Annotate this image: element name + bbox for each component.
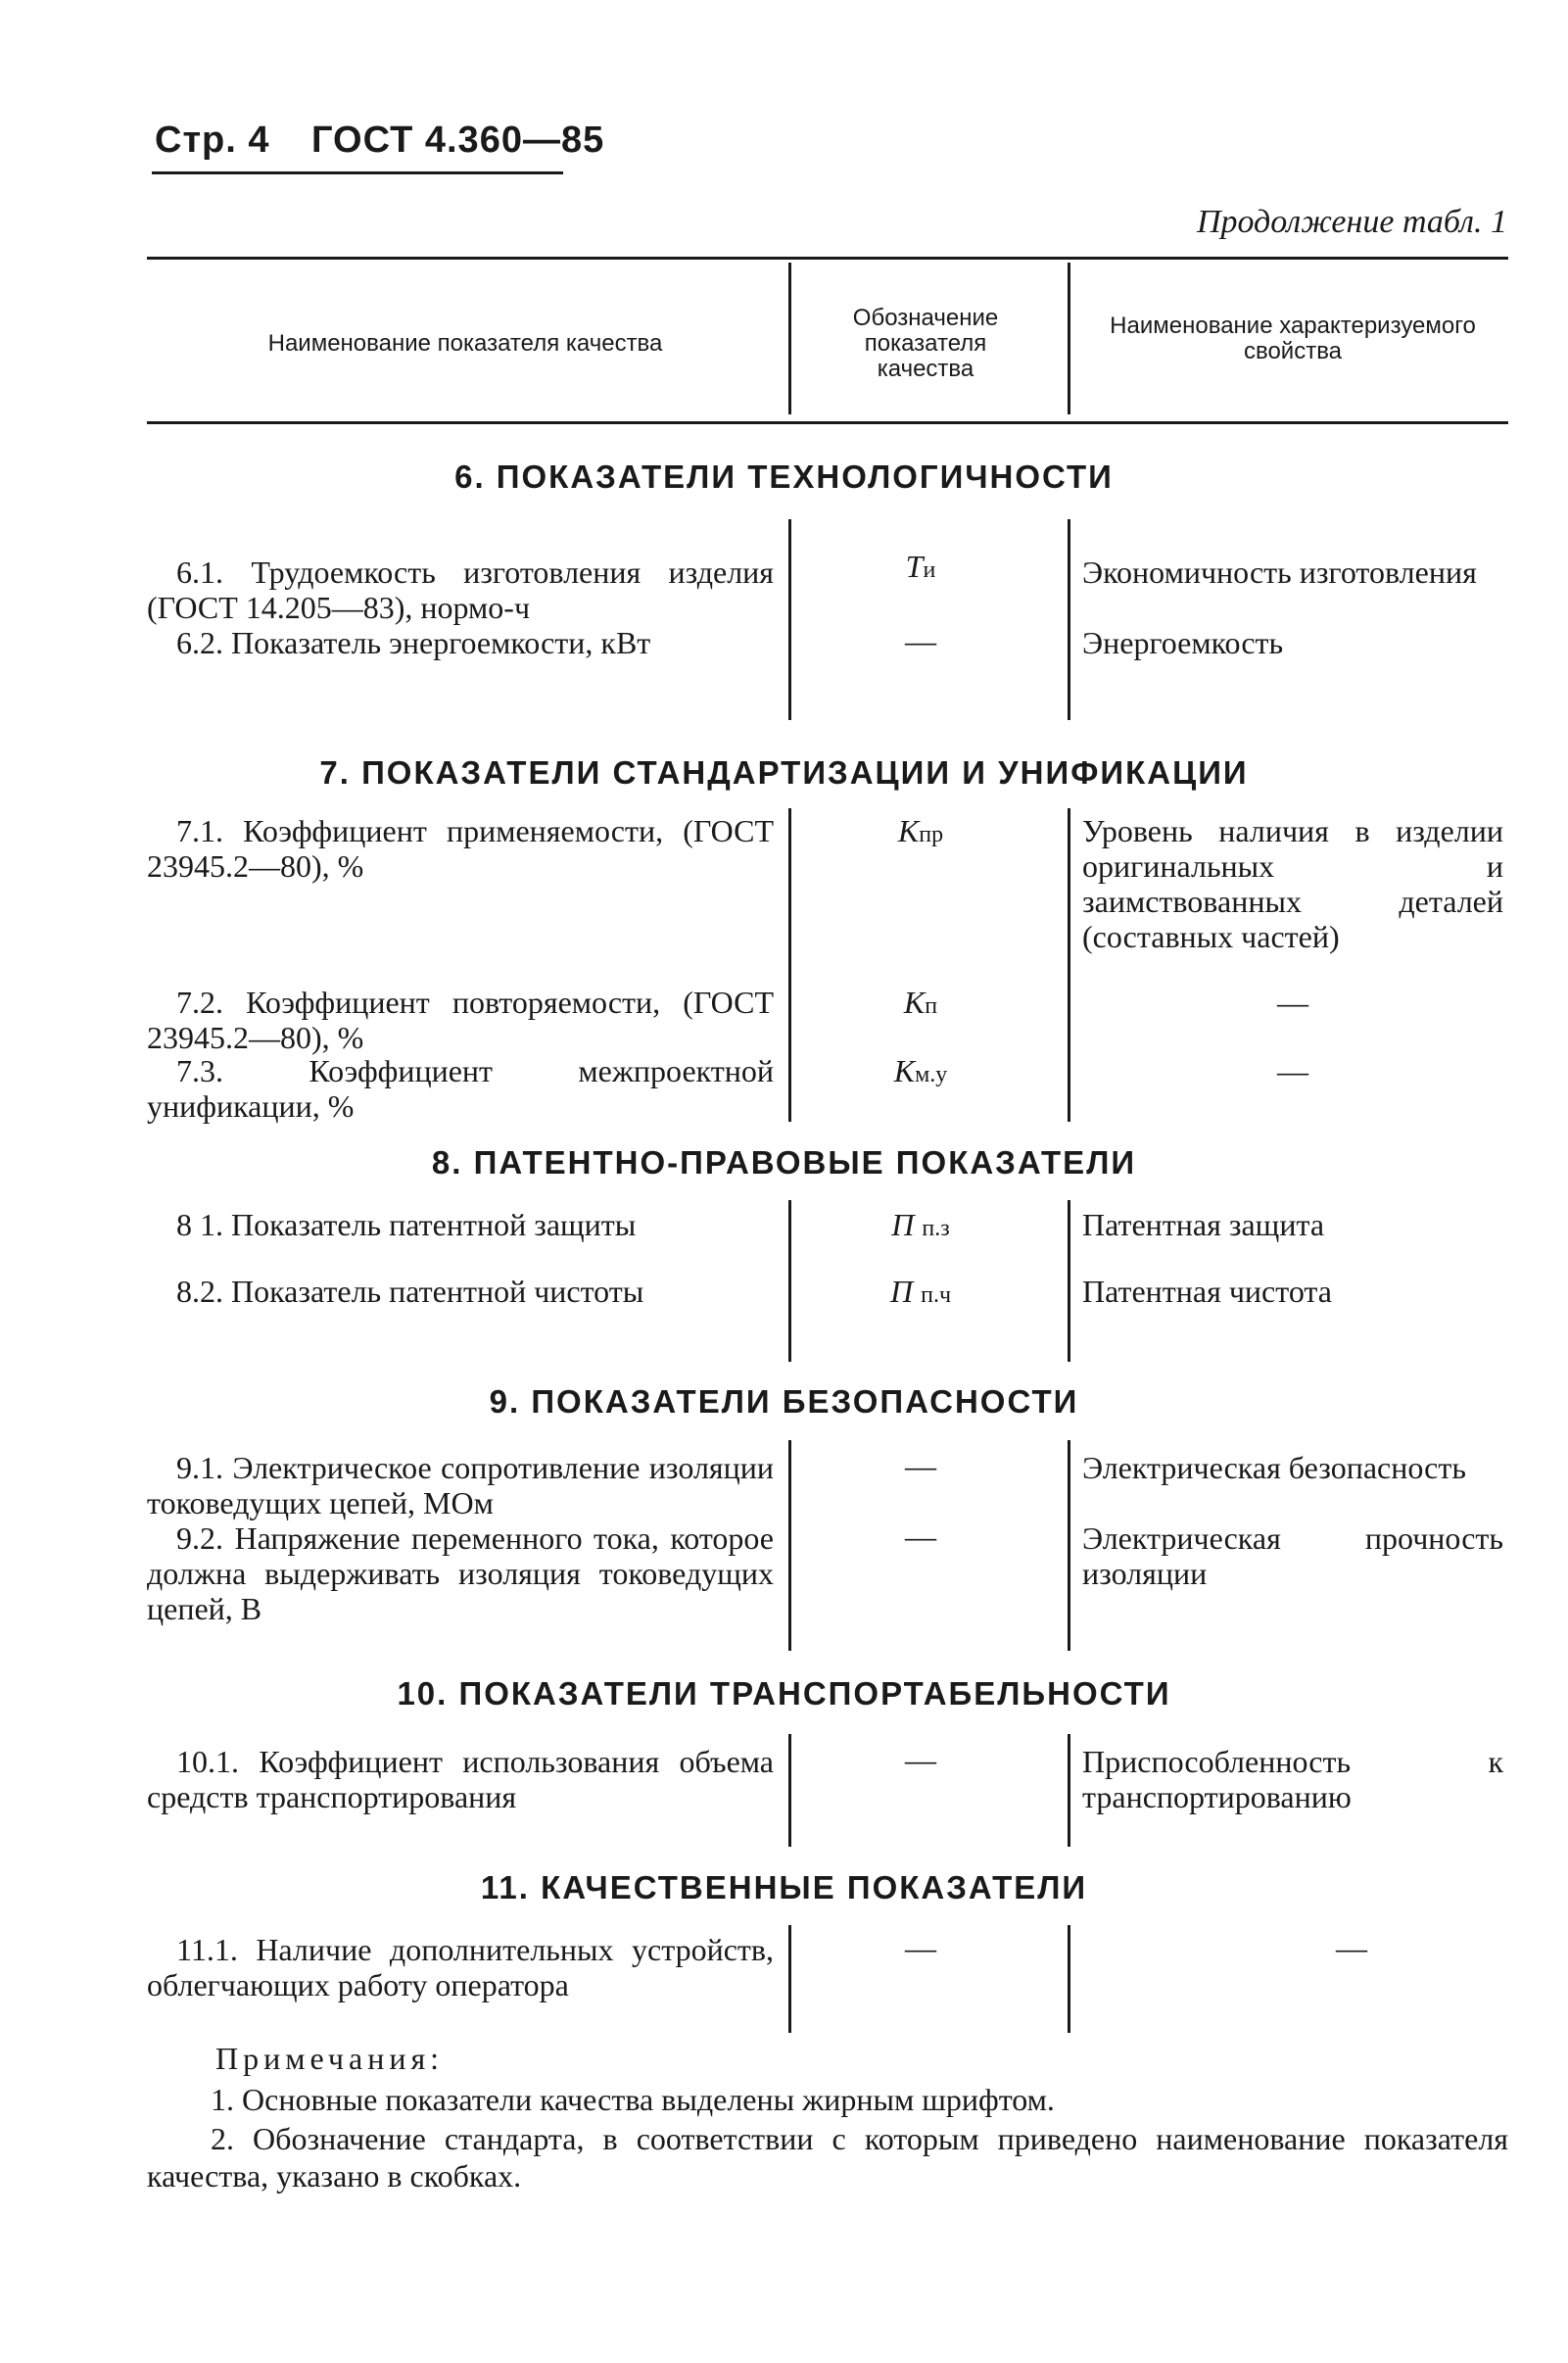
indicator-symbol: П п.ч [889, 1274, 952, 1309]
col-divider [1068, 808, 1070, 1122]
col-divider-1 [788, 263, 791, 414]
section-title-11: 11. КАЧЕСТВЕННЫЕ ПОКАЗАТЕЛИ [480, 1869, 1088, 1905]
column-header-symbol: Обозначение показателя качества [852, 305, 999, 382]
indicator-name: 10.1. Коэффициент использования объема средств транспортирования [147, 1744, 774, 1814]
property-name: Патентная чистота [1082, 1274, 1332, 1309]
table-header-rule [147, 421, 1508, 424]
indicator-name: 7.3. Коэффициент межпроектной унификации, % [147, 1053, 774, 1124]
property-name: Экономичность изготовления [1082, 555, 1477, 590]
col-divider [788, 1440, 791, 1651]
page-number: Стр. 4 [155, 120, 270, 161]
indicator-name: 7.1. Коэффициент применяемости, (ГОСТ 23945.2—80), % [147, 813, 774, 884]
col-divider [1068, 1440, 1070, 1651]
indicator-symbol: — [905, 1930, 936, 1965]
property-name: — [1336, 1930, 1367, 1965]
property-name: Электрическая прочность изоляции [1082, 1520, 1503, 1591]
continuation-label: Продолжение табл. 1 [1196, 204, 1507, 240]
indicator-symbol: Kм.у [893, 1053, 948, 1088]
property-name: Электрическая безопасность [1082, 1450, 1466, 1485]
indicator-symbol: Tи [905, 549, 936, 584]
indicator-symbol: Kп [903, 985, 938, 1020]
col-divider [1068, 1734, 1070, 1847]
section-title-9: 9. ПОКАЗАТЕЛИ БЕЗОПАСНОСТИ [489, 1383, 1079, 1420]
note-item: 2. Обозначение стандарта, в соответствии с которым приведено наименование показателя качества, указано в скобках. [147, 2121, 1508, 2194]
indicator-name: 8 1. Показатель патентной защиты [176, 1207, 637, 1242]
section-title-8: 8. ПАТЕНТНО-ПРАВОВЫЕ ПОКАЗАТЕЛИ [431, 1144, 1137, 1181]
indicator-name: 7.2. Коэффициент повторяемости, (ГОСТ 23945.2—80), % [147, 985, 774, 1055]
table-top-rule [147, 257, 1508, 260]
col-divider [788, 1925, 791, 2033]
section-title-7: 7. ПОКАЗАТЕЛИ СТАНДАРТИЗАЦИИ И УНИФИКАЦИИ [319, 754, 1249, 791]
note-item: 1. Основные показатели качества выделены жирным шрифтом. [211, 2082, 1055, 2117]
indicator-name: 9.1. Электрическое сопротивление изоляции токоведущих цепей, МОм [147, 1450, 774, 1520]
indicator-symbol: Kпр [897, 813, 944, 848]
section-title-10: 10. ПОКАЗАТЕЛИ ТРАНСПОРТАБЕЛЬНОСТИ [397, 1675, 1171, 1712]
col-divider-2 [1068, 263, 1070, 414]
indicator-name: 6.1. Трудоемкость изготовления изделия (ГОСТ 14.205—83), нормо-ч [147, 555, 774, 625]
indicator-name: 9.2. Напряжение переменного тока, которое должна выдерживать изоляция токоведущих цепей, В [147, 1520, 774, 1626]
indicator-symbol: — [905, 623, 936, 658]
property-name: — [1277, 1053, 1308, 1088]
section-title-6: 6. ПОКАЗАТЕЛИ ТЕХНОЛОГИЧНОСТИ [454, 458, 1114, 495]
col-divider [1068, 1200, 1070, 1362]
col-divider [1068, 519, 1070, 720]
indicator-symbol: — [905, 1742, 936, 1777]
property-name: — [1277, 985, 1308, 1020]
notes-title: Примечания: [215, 2041, 445, 2076]
col-divider [788, 1200, 791, 1362]
col-divider [788, 808, 791, 1122]
col-divider [788, 519, 791, 720]
column-header-name: Наименование показателя качества [267, 330, 663, 357]
indicator-name: 11.1. Наличие дополнительных устройств, облегчающих работу оператора [147, 1932, 774, 2002]
indicator-symbol: — [905, 1448, 936, 1483]
column-header-property: Наименование характеризуемого свойства [1110, 313, 1476, 364]
property-name: Энергоемкость [1082, 625, 1284, 660]
col-divider [1068, 1925, 1070, 2033]
col-divider [788, 1734, 791, 1847]
property-name: Уровень наличия в изделии оригинальных и заимствованных деталей (составных частей) [1082, 813, 1503, 954]
standard-number: ГОСТ 4.360—85 [311, 120, 605, 161]
header-underline [152, 171, 563, 174]
indicator-symbol: П п.з [891, 1207, 950, 1242]
property-name: Приспособленность к транспортированию [1082, 1744, 1503, 1814]
indicator-name: 6.2. Показатель энергоемкости, кВт [176, 625, 651, 660]
property-name: Патентная защита [1082, 1207, 1325, 1242]
indicator-name: 8.2. Показатель патентной чистоты [176, 1274, 644, 1309]
indicator-symbol: — [905, 1519, 936, 1554]
